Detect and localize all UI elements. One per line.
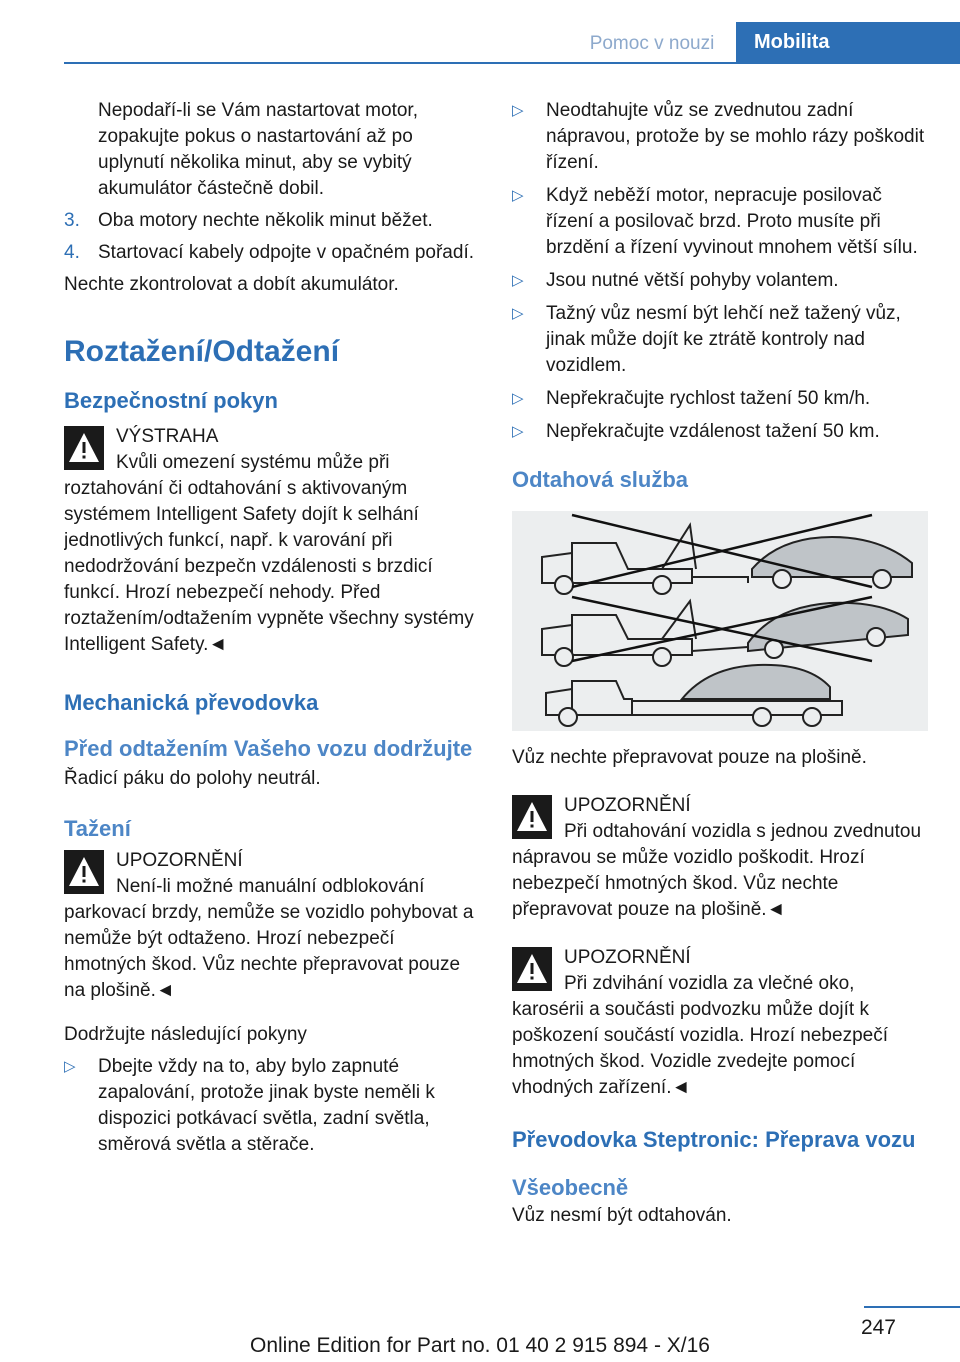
tab-pomoc-v-nouzi[interactable]: Pomoc v nouzi xyxy=(589,33,715,54)
warning-text: Při zdvihání vozidla za vlečné oko, karosérii a součásti podvozku může dojít k poškození součástí vozidla. Hrozí nebezpečí hmotných škod. Vozidle zvedejte pomocí vhodných zařízení.◄ xyxy=(512,973,888,1098)
warning-title: UPOZORNĚNÍ xyxy=(564,795,691,816)
safety-heading: Bezpečnostní pokyn xyxy=(64,388,278,413)
bullet-text: Když neběží motor, nepracuje posilovač řízení a posilovač brzd. Proto musíte při brzdění a řízení vyvinout mnohem větší sílu. xyxy=(546,185,918,258)
steptronic-heading: Převodovka Steptronic: Přeprava vozu xyxy=(512,1127,916,1152)
bullet-item xyxy=(512,301,928,379)
warning-icon xyxy=(64,850,104,894)
towing-heading: Tažení xyxy=(64,816,131,841)
safety-warning xyxy=(64,424,480,658)
platform-warning xyxy=(512,793,928,923)
service-heading: Odtahová služba xyxy=(512,467,689,492)
warning-text: Kvůli omezení systému může při roztahování či odtahování s aktivovaným systémem Intelligent Safety dojít k selhání jednotlivých funkcí, např. k varování při nedodržování bezpečn vzdálenosti s brzdicí funkcí. Hrozí nebezpečí nehody. Před roztažením/odtažením vypněte všechny systémy Intelligent Safety.◄ xyxy=(64,452,474,655)
right-column xyxy=(512,98,928,1229)
warning-text: Při odtahování vozidla s jednou zvednutou nápravou se může vozidlo poškodit. Hrozí nebezpečí hmotných škod. Vůz nechte přepravovat pouze na plošině.◄ xyxy=(512,821,922,920)
bullet-item xyxy=(512,419,928,445)
bullet-text: Nepřekračujte rychlost tažení 50 km/h. xyxy=(546,388,871,409)
warning-title: UPOZORNĚNÍ xyxy=(116,850,243,871)
intro-continuation: Nepodaří-li se Vám nastartovat motor, zopakujte pokus o nastartování až po uplynutí několika minut, aby se vybitý akumulátor částečně dobil. xyxy=(98,100,418,199)
lifting-warning xyxy=(512,945,928,1101)
step-number: 3. xyxy=(64,210,80,231)
towing-warning xyxy=(64,848,480,1004)
bullet-item xyxy=(512,98,928,176)
bullet-text: Neodtahujte vůz se zvednutou zadní nápravou, protože by se mohlo rázy poškodit řízení. xyxy=(546,100,925,173)
step-item xyxy=(64,240,480,266)
header-rule xyxy=(64,62,960,64)
after-steps-text: Nechte zkontrolovat a dobít akumulátor. xyxy=(64,274,399,295)
page-number: 247 xyxy=(860,1316,896,1339)
warning-text: Není-li možné manuální odblokování parkovací brzdy, nemůže se vozidlo pohybovat a nemůže být odtaženo. Hrozí nebezpečí hmotných škod. Vůz nechte přepravovat pouze na plošině.◄ xyxy=(64,876,474,1001)
step-item xyxy=(64,208,480,234)
bullet-item xyxy=(512,268,928,294)
warning-title: UPOZORNĚNÍ xyxy=(564,947,691,968)
figure-caption: Vůz nechte přepravovat pouze na plošině. xyxy=(512,747,867,768)
bullet-item xyxy=(512,386,928,412)
triangle-bullet-icon: ▷ xyxy=(512,187,524,204)
bullet-item xyxy=(64,1054,480,1158)
tow-truck-diagram xyxy=(512,511,928,731)
warning-icon xyxy=(512,795,552,839)
bullet-item xyxy=(512,183,928,261)
triangle-bullet-icon: ▷ xyxy=(512,390,524,407)
triangle-bullet-icon: ▷ xyxy=(512,272,524,289)
before-tow-text: Řadicí páku do polohy neutrál. xyxy=(64,768,321,789)
step-text: Startovací kabely odpojte v opačném pořadí. xyxy=(98,242,475,263)
section-title: Roztažení/Odtažení xyxy=(64,335,340,368)
tab-mobilita[interactable]: Mobilita xyxy=(736,22,960,62)
warning-icon xyxy=(512,947,552,991)
left-column xyxy=(64,98,480,1158)
step-text: Oba motory nechte několik minut běžet. xyxy=(98,210,433,231)
warning-icon xyxy=(64,426,104,470)
bullet-text: Jsou nutné větší pohyby volantem. xyxy=(546,270,839,291)
triangle-bullet-icon: ▷ xyxy=(64,1058,76,1075)
edition-footer: Online Edition for Part no. 01 40 2 915 894 - X/16 xyxy=(250,1334,710,1357)
warning-title: VÝSTRAHA xyxy=(116,426,219,447)
towing-illustration xyxy=(512,511,928,731)
footer-rule xyxy=(864,1306,960,1308)
bullet-text: Nepřekračujte vzdálenost tažení 50 km. xyxy=(546,421,880,442)
general-heading: Všeobecně xyxy=(512,1175,629,1200)
triangle-bullet-icon: ▷ xyxy=(512,305,524,322)
bullet-text: Tažný vůz nesmí být lehčí než tažený vůz, jinak může dojít ke ztrátě kontroly nad vozidlem. xyxy=(546,303,901,376)
triangle-bullet-icon: ▷ xyxy=(512,423,524,440)
before-tow-heading: Před odtažením Vašeho vozu dodržujte xyxy=(64,736,473,761)
follow-text: Dodržujte následující pokyny xyxy=(64,1024,307,1045)
general-text: Vůz nesmí být odtahován. xyxy=(512,1205,732,1226)
bullet-text: Dbejte vždy na to, aby bylo zapnuté zapalování, protože jinak byste neměli k dispozici potkávací světla, zadní světla, směrová světla a stěrače. xyxy=(98,1056,435,1155)
triangle-bullet-icon: ▷ xyxy=(512,102,524,119)
step-number: 4. xyxy=(64,242,80,263)
manual-heading: Mechanická převodovka xyxy=(64,690,319,715)
